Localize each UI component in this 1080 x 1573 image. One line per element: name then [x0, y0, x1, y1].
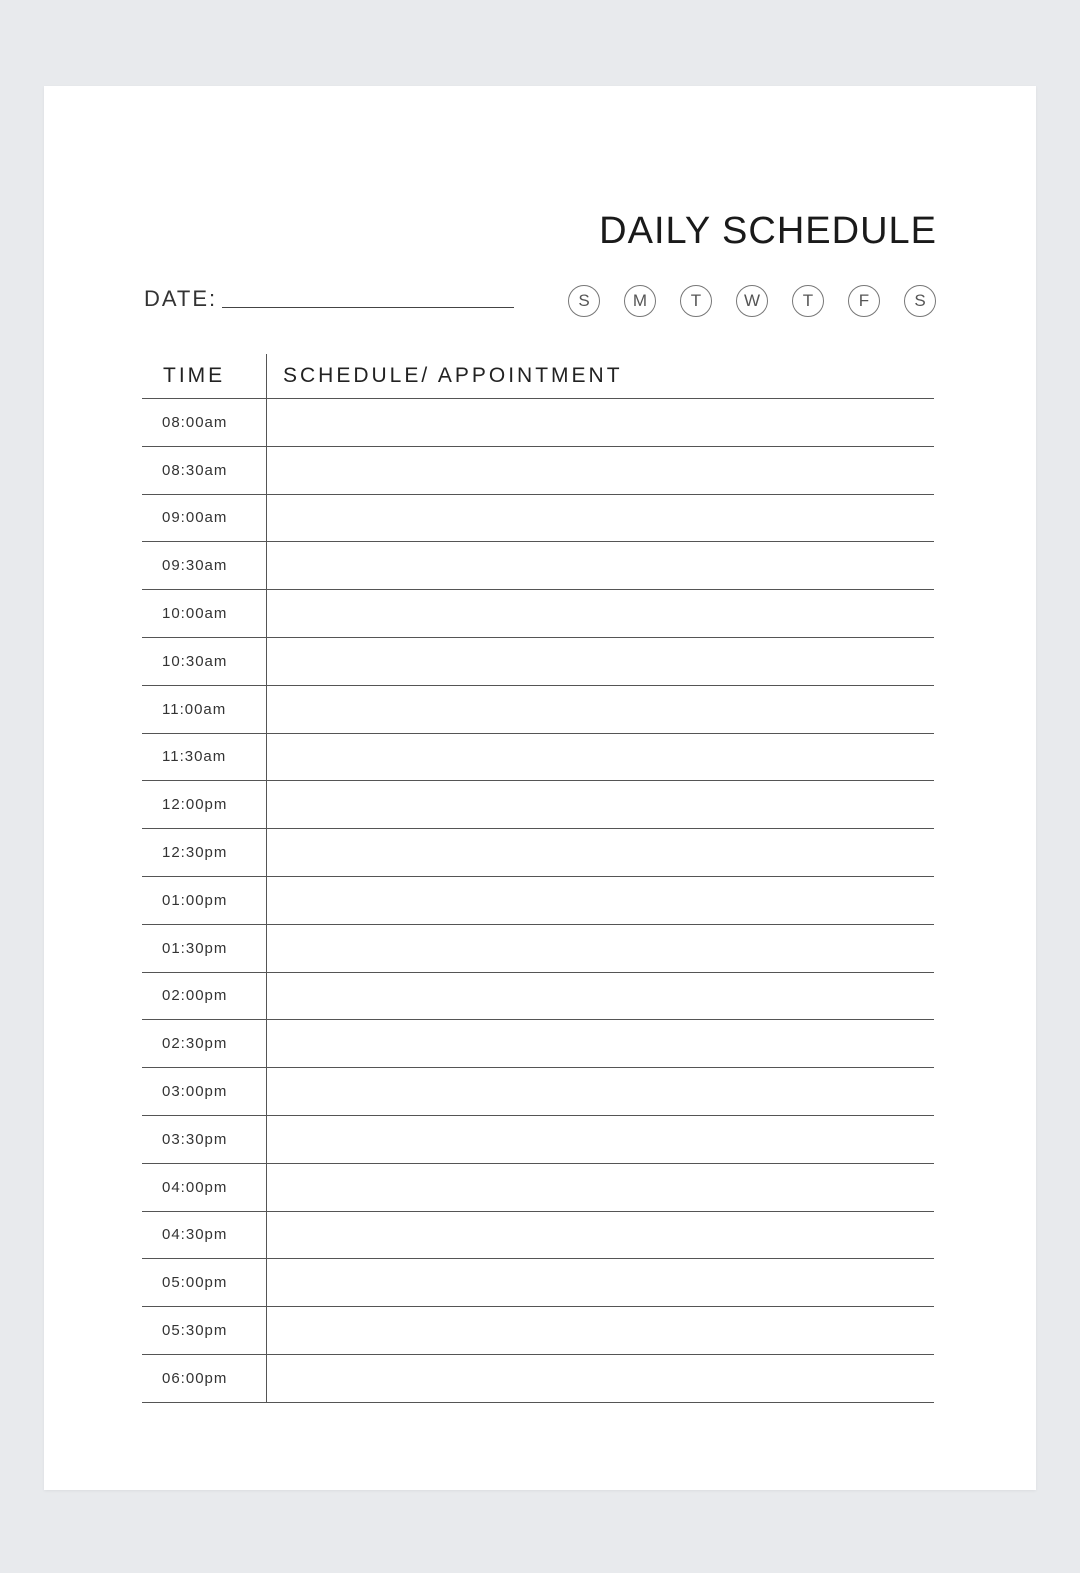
appointment-cell[interactable] [267, 590, 934, 637]
table-row [142, 925, 934, 973]
appointment-cell[interactable] [267, 1355, 934, 1402]
schedule-table [142, 354, 934, 1403]
appointment-cell[interactable] [267, 447, 934, 494]
weekday-circle[interactable]: F [848, 285, 880, 317]
table-row [142, 734, 934, 782]
appointment-cell[interactable] [267, 1259, 934, 1306]
table-row [142, 1068, 934, 1116]
time-cell: 01:00pm [142, 877, 267, 924]
table-row [142, 542, 934, 590]
appointment-cell[interactable] [267, 1116, 934, 1163]
date-label: DATE: [144, 286, 218, 311]
table-row [142, 829, 934, 877]
table-row [142, 781, 934, 829]
table-row [142, 686, 934, 734]
date-field-line[interactable] [222, 307, 514, 308]
appointment-cell[interactable] [267, 638, 934, 685]
table-row [142, 1164, 934, 1212]
time-cell: 11:30am [142, 734, 267, 781]
time-cell: 08:00am [142, 399, 267, 446]
time-cell: 04:00pm [142, 1164, 267, 1211]
weekday-selector [568, 285, 936, 317]
table-row [142, 399, 934, 447]
appointment-cell[interactable] [267, 829, 934, 876]
time-cell: 02:00pm [142, 973, 267, 1020]
time-cell: 02:30pm [142, 1020, 267, 1067]
weekday-circle[interactable]: T [680, 285, 712, 317]
time-cell: 04:30pm [142, 1212, 267, 1259]
time-cell: 05:00pm [142, 1259, 267, 1306]
page-title: DAILY SCHEDULE [599, 210, 937, 252]
weekday-circle[interactable]: T [792, 285, 824, 317]
appointment-cell[interactable] [267, 925, 934, 972]
time-cell: 05:30pm [142, 1307, 267, 1354]
appointment-cell[interactable] [267, 1164, 934, 1211]
time-cell: 09:30am [142, 542, 267, 589]
weekday-circle[interactable]: S [568, 285, 600, 317]
table-row [142, 1259, 934, 1307]
table-row [142, 590, 934, 638]
appointment-cell[interactable] [267, 542, 934, 589]
appointment-cell[interactable] [267, 734, 934, 781]
appointment-cell[interactable] [267, 495, 934, 542]
time-cell: 01:30pm [142, 925, 267, 972]
appointment-cell[interactable] [267, 399, 934, 446]
appointment-cell[interactable] [267, 781, 934, 828]
table-row [142, 495, 934, 543]
appointment-cell[interactable] [267, 686, 934, 733]
time-cell: 12:00pm [142, 781, 267, 828]
appointment-cell[interactable] [267, 877, 934, 924]
table-row [142, 1307, 934, 1355]
appointment-cell[interactable] [267, 1307, 934, 1354]
time-cell: 10:30am [142, 638, 267, 685]
appointment-cell[interactable] [267, 1020, 934, 1067]
table-body [142, 399, 934, 1403]
time-column-header: TIME [142, 354, 267, 398]
appointment-cell[interactable] [267, 1212, 934, 1259]
time-cell: 06:00pm [142, 1355, 267, 1402]
planner-page [44, 86, 1036, 1490]
time-cell: 10:00am [142, 590, 267, 637]
time-cell: 08:30am [142, 447, 267, 494]
table-header [142, 354, 934, 399]
table-row [142, 1020, 934, 1068]
table-row [142, 877, 934, 925]
weekday-circle[interactable]: M [624, 285, 656, 317]
schedule-column-header: SCHEDULE/ APPOINTMENT [283, 364, 623, 387]
table-row [142, 973, 934, 1021]
table-row [142, 1212, 934, 1260]
appointment-cell[interactable] [267, 1068, 934, 1115]
table-row [142, 1355, 934, 1403]
table-row [142, 447, 934, 495]
appointment-cell[interactable] [267, 973, 934, 1020]
time-cell: 03:00pm [142, 1068, 267, 1115]
time-cell: 03:30pm [142, 1116, 267, 1163]
time-cell: 12:30pm [142, 829, 267, 876]
table-row [142, 1116, 934, 1164]
table-row [142, 638, 934, 686]
time-cell: 09:00am [142, 495, 267, 542]
weekday-circle[interactable]: S [904, 285, 936, 317]
weekday-circle[interactable]: W [736, 285, 768, 317]
time-cell: 11:00am [142, 686, 267, 733]
